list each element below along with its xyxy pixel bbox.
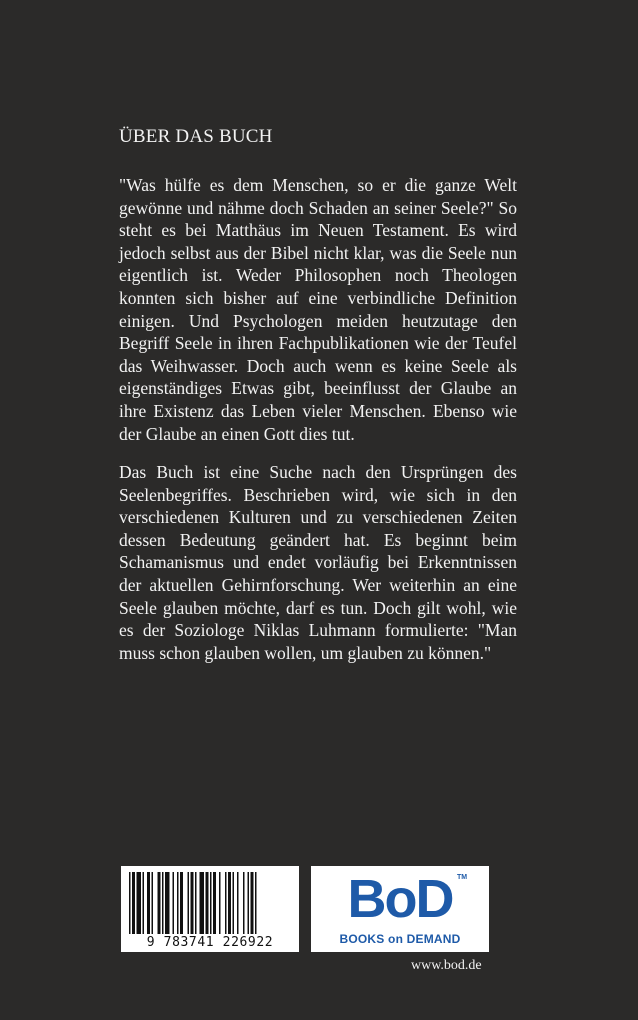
barcode-bar	[132, 872, 135, 934]
barcode-bar	[152, 872, 154, 934]
barcode-bar	[147, 872, 150, 934]
barcode-bar	[206, 872, 209, 934]
barcode-bar	[219, 872, 221, 934]
barcode-bar	[173, 872, 175, 934]
trademark-symbol: TM	[457, 874, 468, 881]
barcode-bar	[195, 872, 197, 934]
barcode-bar	[200, 872, 205, 934]
barcode-bar	[191, 872, 194, 934]
barcode-bar	[143, 872, 145, 934]
barcode-bar	[255, 872, 257, 934]
blurb-paragraph-1: "Was hülfe es dem Menschen, so er die ganze Welt gewönne und nähme doch Schaden an seiner Seele?" So steht es bei Matthäus im Neuen Testament. Es wird jedoch selbst aus der Bibel nicht klar, was die Seele nun eigentlich ist. Weder Philosophen noch Theologen konnten sich bisher auf eine verbindliche Definition einigen. Und Psychologen meiden heutzutage den Begriff Seele in ihren Fachpublikationen wie der Teufel das Weihwasser. Doch auch wenn es keine Seele als eigenständiges Etwas gibt, beeinflusst der Glaube an ihre Existenz das Leben vieler Menschen. Ebenso wie der Glaube an einen Gott dies tut.	[119, 175, 517, 444]
publisher-logo	[311, 866, 489, 952]
isbn-barcode	[121, 866, 299, 952]
section-heading: ÜBER DAS BUCH	[119, 126, 273, 147]
barcode-bar	[165, 872, 170, 934]
barcode-bar	[233, 872, 235, 934]
barcode-bar	[177, 872, 179, 934]
barcode-bar	[248, 872, 250, 934]
blurb-paragraph-2: Das Buch ist eine Suche nach den Ursprüngen des Seelenbegriffes. Beschrieben wird, wie sich in den verschiedenen Kulturen und zu verschiedenen Zeiten dessen Bedeutung geändert hat. Es beginnt beim Schamanismus und endet vorläufig bei Erkenntnissen der aktuellen Gehirnforschung. Wer weiterhin an eine Seele glauben möchte, darf es tun. Doch gilt wohl, wie es der Soziologe Niklas Luhmann formulierte: "Man muss schon glauben wollen, um glauben zu können."	[119, 462, 517, 663]
barcode-bar	[213, 872, 216, 934]
publisher-website: www.bod.de	[411, 958, 482, 973]
isbn-number: 9 783741 226922	[146, 935, 274, 950]
barcode-bar	[137, 872, 142, 934]
barcode-bar	[237, 872, 239, 934]
barcode-bar	[228, 872, 231, 934]
barcode-bar	[129, 872, 131, 934]
logo-subtitle: BOOKS on DEMAND	[339, 932, 461, 946]
barcode-bar	[251, 872, 254, 934]
barcode-bar	[210, 872, 212, 934]
barcode-bars	[129, 872, 291, 934]
barcode-bar	[180, 872, 183, 934]
barcode-bar	[158, 872, 161, 934]
barcode-bar	[225, 872, 227, 934]
logo-mark: BoD	[347, 869, 453, 929]
barcode-bar	[188, 872, 190, 934]
barcode-bar	[162, 872, 164, 934]
barcode-bar	[243, 872, 245, 934]
